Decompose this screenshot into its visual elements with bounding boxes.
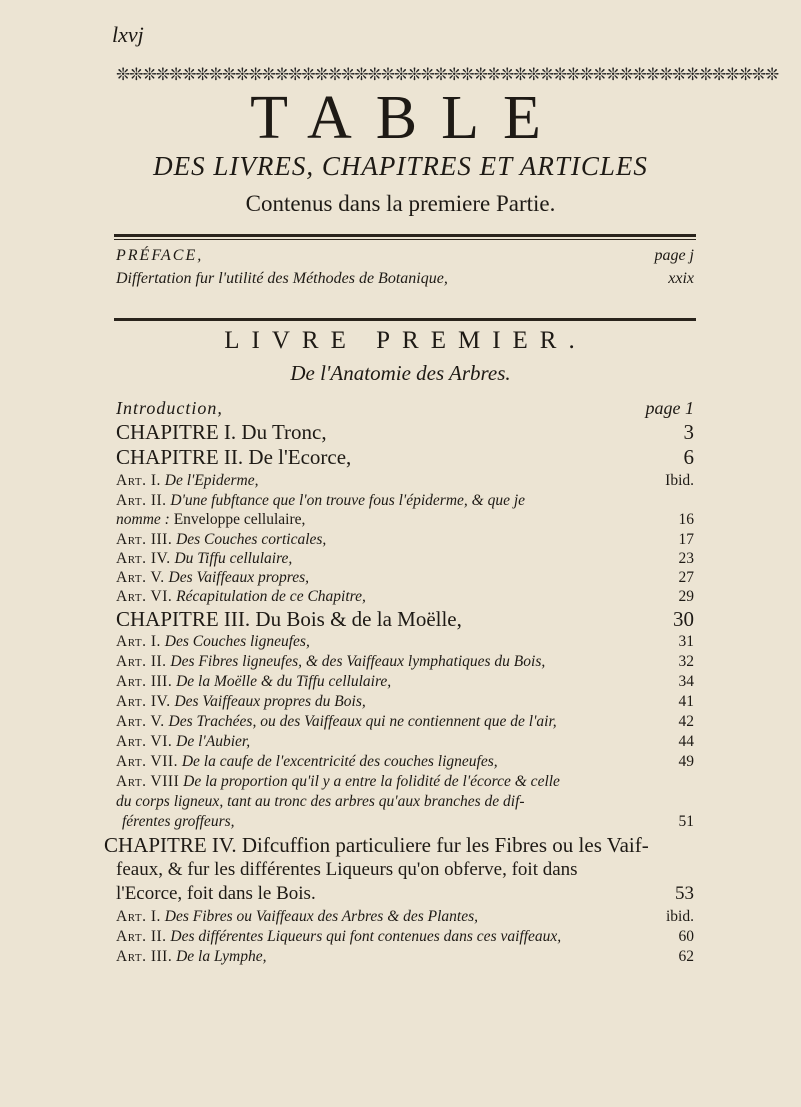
toc-article [116,652,694,672]
article-title: Des Trachées, ou des Vaiffeaux qui ne contiennent que de l'air, [168,713,557,730]
toc-article [116,772,694,792]
toc-chapter-3 [116,607,694,631]
livre-title: LIVRE PREMIER. [224,327,587,354]
article-title: Récapitulation de ce Chapitre, [176,588,366,605]
article-label: Art. III. [116,531,173,548]
chapter-4-page: 53 [675,883,694,904]
article-title: Des différentes Liqueurs qui font contenues dans ces vaiffeaux, [170,928,562,945]
article-label: Art. III. [116,673,173,690]
article-title: Des Vaiffeaux propres, [168,569,309,586]
article-title: Des Couches ligneufes, [164,633,310,650]
contents-caption: Contenus dans la premiere Partie. [245,191,556,216]
article-label: Art. I. [116,472,161,489]
article-title: D'une fubftance que l'on trouve fous l'épiderme, & que je [170,492,526,509]
article-label: Art. II. [116,928,167,945]
preface-entry [116,247,694,265]
toc-article [116,732,694,752]
article-label: Art. I. [116,633,161,650]
article-label: Art. VIII [116,773,180,790]
chapter-4-label-continued: feaux, & fur les différentes Liqueurs qu'on obferve, foit dans [116,859,578,880]
preface-page: page j [654,247,694,264]
article-title: De la Lymphe, [176,948,267,965]
article-label: Art. II. [116,653,167,670]
toc-article [116,471,694,491]
chapter-4-label: CHAPITRE IV. Difcuffion particuliere fur les Fibres ou les Vaif- [104,833,649,857]
article-page: 51 [678,813,694,830]
intro-page: page 1 [645,398,694,418]
article-title: Du Tiffu cellulaire, [174,550,293,567]
article-label: Art. V. [116,713,165,730]
toc-article-continuation [116,792,694,812]
toc-article [116,632,694,652]
article-page: 44 [678,733,694,750]
article-label: Art. III. [116,948,173,965]
toc-article [116,752,694,772]
toc-article [116,947,694,967]
article-title: Des Vaiffeaux propres du Bois, [174,693,366,710]
article-label: Art. IV. [116,693,171,710]
dissertation-page: xxix [668,270,694,287]
article-label: Art. VI. [116,588,173,605]
article-title-continued: nomme : [116,511,170,528]
article-page: 16 [678,511,694,528]
article-title-continued: Enveloppe cellulaire, [173,511,306,528]
article-title: De l'Epiderme, [164,472,259,489]
toc-intro [116,398,694,419]
article-label: Art. V. [116,569,165,586]
toc-article [116,712,694,732]
article-page: 49 [678,753,694,770]
toc-article [116,549,694,569]
folio-page-number: lxvj [112,22,144,47]
article-title: Des Fibres ligneufes, & des Vaiffeaux lymphatiques du Bois, [170,653,546,670]
article-page: 17 [678,531,694,548]
chapter-4-label-continued: l'Ecorce, foit dans le Bois. [116,883,316,904]
rule-thin-top [114,239,696,240]
rule-thick-top [114,234,696,237]
article-page: 32 [678,653,694,670]
article-title: De l'Aubier, [176,733,251,750]
article-page: 34 [678,673,694,690]
rule-thick-livre [114,318,696,321]
toc-chapter-4 [104,833,694,857]
article-page: 29 [678,588,694,605]
chapter-3-page: 30 [673,607,694,631]
article-label: Art. II. [116,492,167,509]
chapter-1-label: CHAPITRE I. Du Tronc, [116,420,327,444]
toc-article [116,927,694,947]
article-title-continued: férentes groffeurs, [122,813,235,830]
article-page: 23 [678,550,694,567]
article-title: Des Fibres ou Vaiffeaux des Arbres & des Plantes, [164,908,479,925]
toc-article [116,491,694,511]
toc-article [116,530,694,550]
livre-subtitle: De l'Anatomie des Arbres. [290,361,511,385]
toc-article [116,672,694,692]
page-subtitle: DES LIVRES, CHAPITRES ET ARTICLES [153,151,648,181]
chapter-1-page: 3 [683,420,694,444]
page-title: TABLE [250,84,565,152]
article-title: De la Moëlle & du Tiffu cellulaire, [176,673,392,690]
toc-article-continuation [116,812,694,832]
toc-article [116,587,694,607]
article-label: Art. IV. [116,550,171,567]
toc-article [116,568,694,588]
article-page: 62 [678,948,694,965]
toc-article-continuation [116,510,694,530]
article-title: Des Couches corticales, [176,531,327,548]
toc-chapter-4-continuation [116,882,694,906]
article-title: De la proportion qu'il y a entre la folidité de l'écorce & celle [183,773,560,790]
toc-article [116,907,694,927]
dissertation-title: Differtation fur l'utilité des Méthodes de Botanique, [116,270,448,287]
article-title: De la caufe de l'excentricité des couches ligneufes, [181,753,498,770]
article-page: 27 [678,569,694,586]
toc-chapter-2 [116,445,694,469]
dissertation-entry [116,270,694,288]
article-page: ibid. [666,908,694,925]
toc-chapter-1 [116,420,694,444]
toc-article [116,692,694,712]
article-label: Art. I. [116,908,161,925]
preface-label: PRÉFACE, [116,247,204,264]
chapter-3-label: CHAPITRE III. Du Bois & de la Moëlle, [116,607,462,631]
article-page: 60 [678,928,694,945]
chapter-2-page: 6 [683,445,694,469]
intro-label: Introduction, [116,398,223,418]
article-page: 42 [678,713,694,730]
ornament-band: ❊❊❊❊❊❊❊❊❊❊❊❊❊❊❊❊❊❊❊❊❊❊❊❊❊❊❊❊❊❊❊❊❊❊❊❊❊❊❊❊❊❊❊❊❊❊❊❊❊❊ [116,65,779,84]
toc-chapter-4-continuation [116,858,694,882]
article-page: 41 [678,693,694,710]
article-label: Art. VI. [116,733,173,750]
article-page: 31 [678,633,694,650]
article-label: Art. VII. [116,753,178,770]
chapter-2-label: CHAPITRE II. De l'Ecorce, [116,445,352,469]
article-title-continued: du corps ligneux, tant au tronc des arbres qu'aux branches de dif- [116,793,525,810]
article-page: Ibid. [665,472,694,489]
